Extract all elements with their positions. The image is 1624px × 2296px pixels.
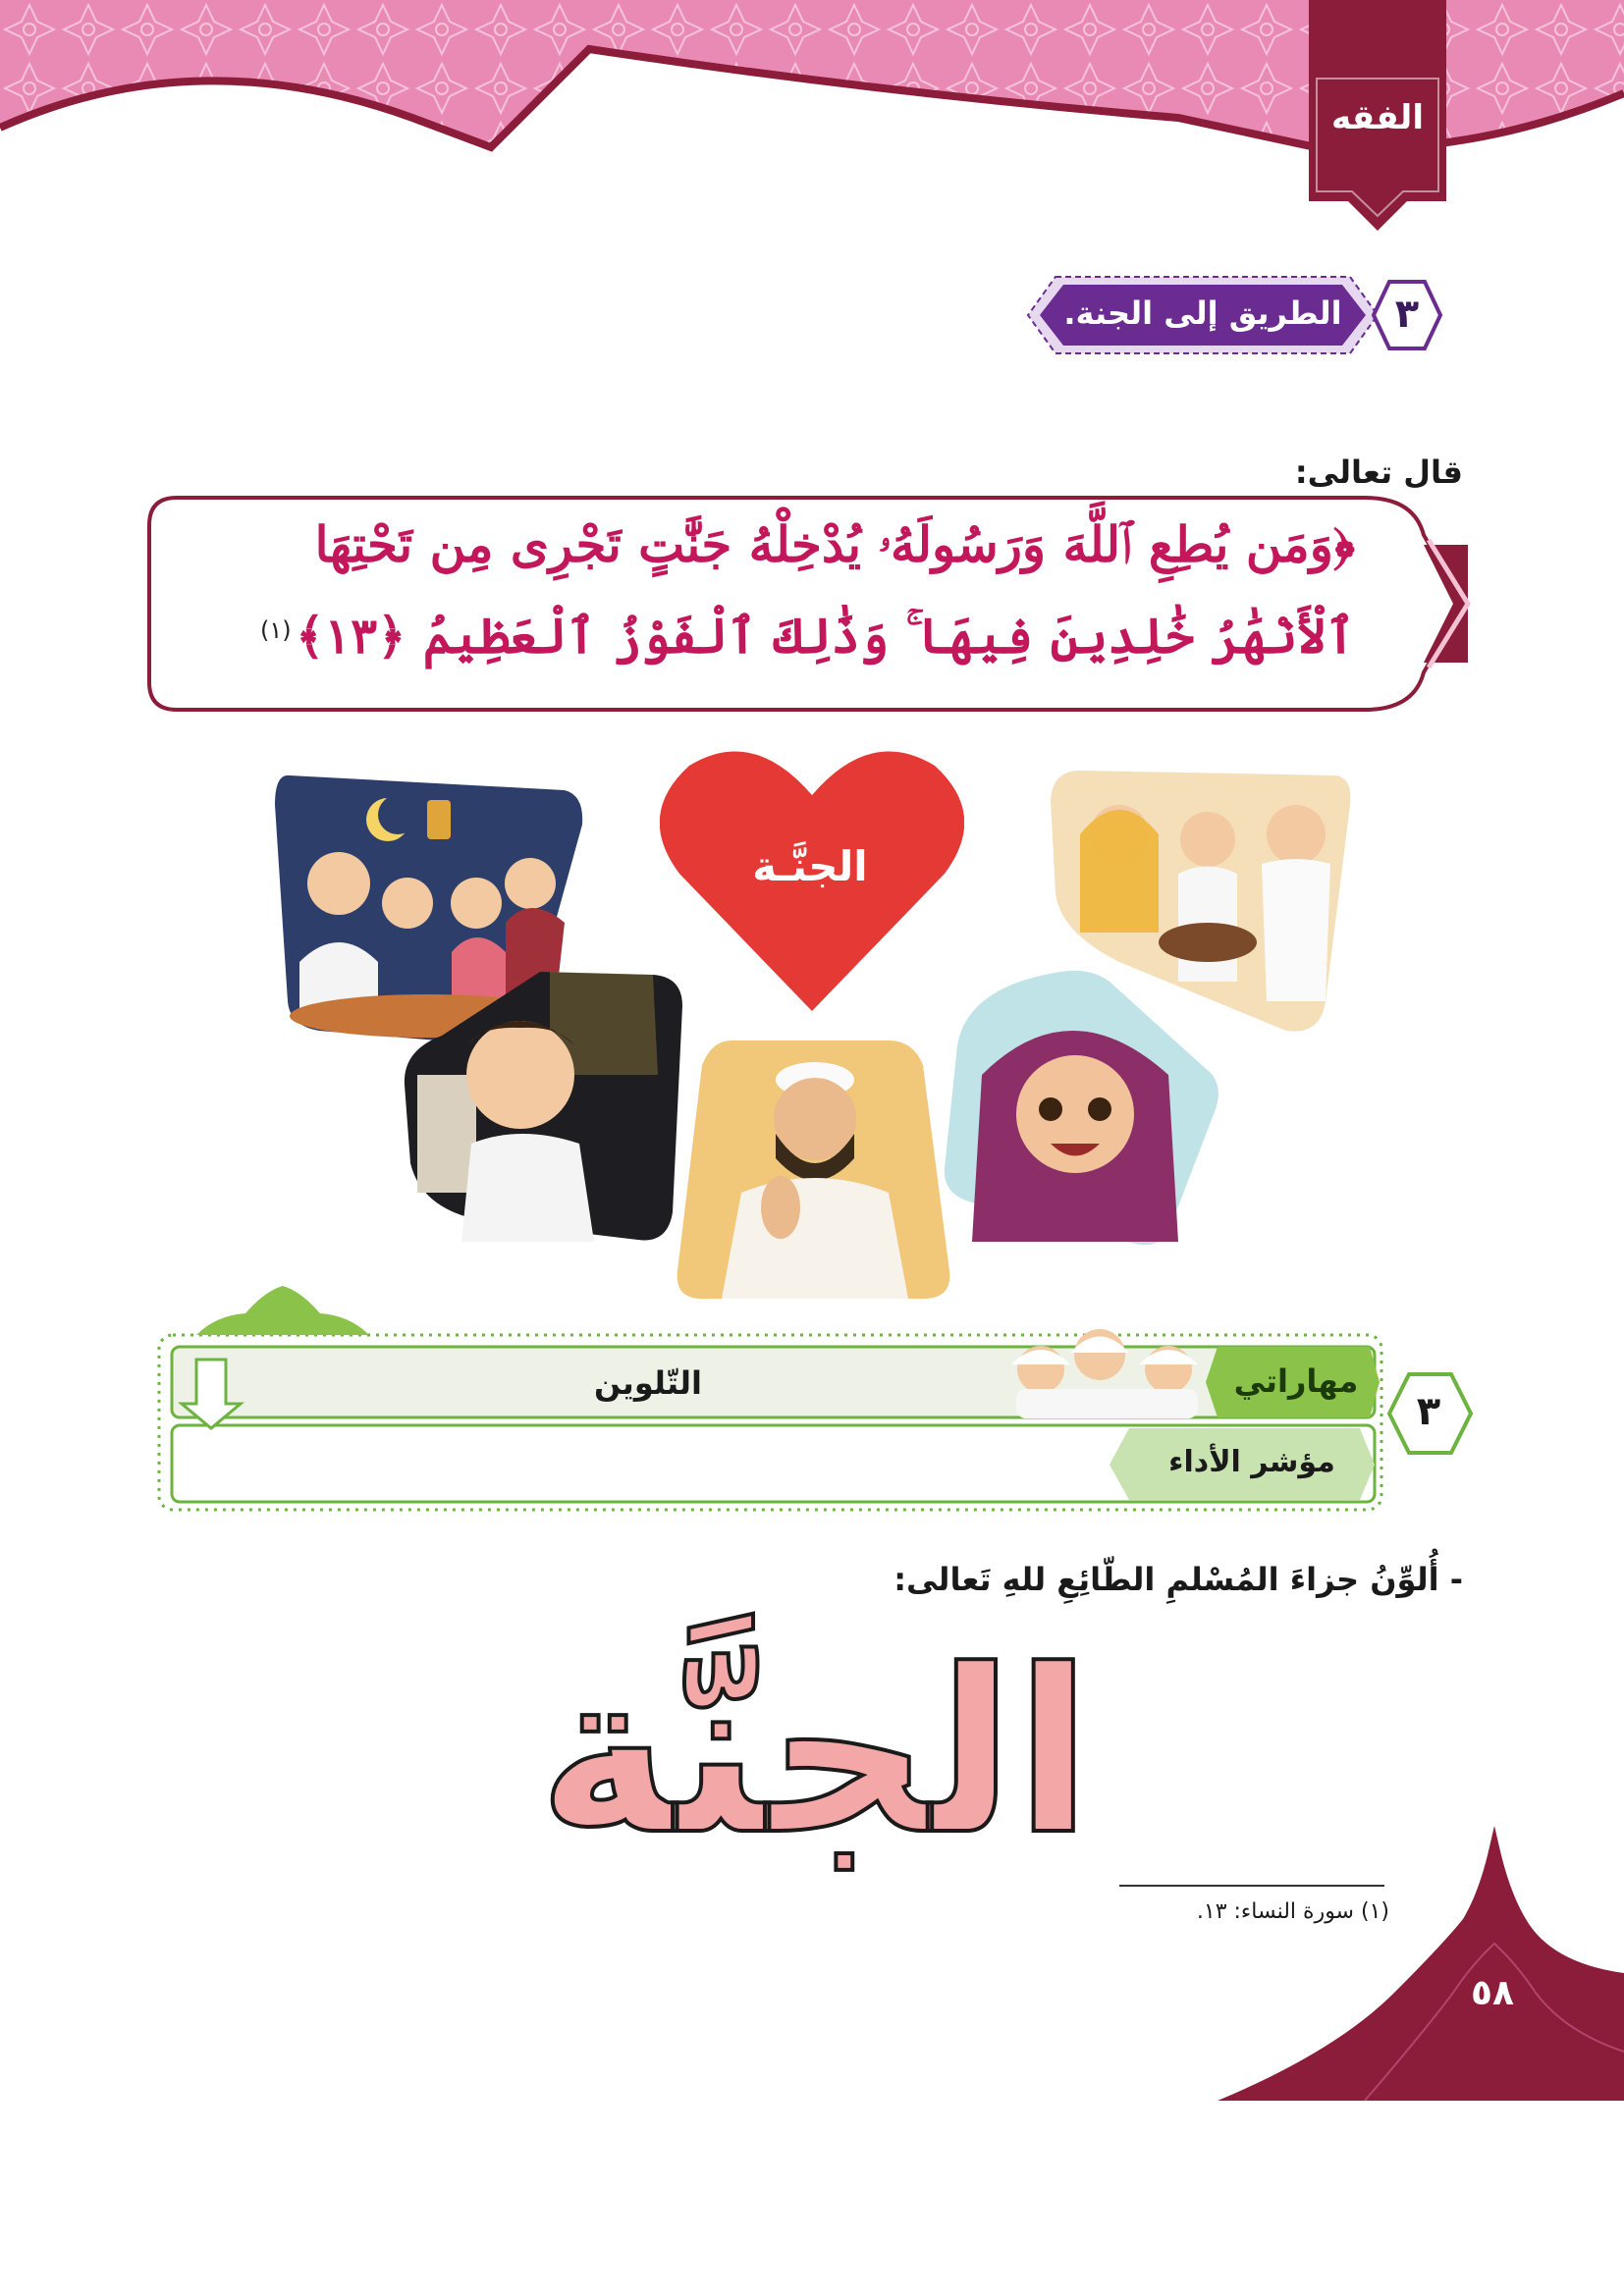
subject-label: الفقه (1331, 98, 1424, 137)
boy-kaaba-image (403, 967, 687, 1247)
girl-hijab-image (933, 967, 1222, 1247)
verse-footnote-marker: (١) (260, 616, 292, 644)
verse-line-1: ﴿وَمَن يُطِعِ ٱللَّهَ وَرَسُولَهُۥ يُدْخِلْهُ جَنَّٰتٍ تَجْرِى مِن تَحْتِهَا (314, 515, 1355, 573)
man-praying-image (673, 1036, 952, 1301)
colored-word-text: الجنَّة (537, 1623, 1093, 1885)
skills-frame (157, 1286, 1473, 1522)
performance-indicator-label: مؤشر الأداء (1168, 1445, 1335, 1479)
skills-label: مهاراتي (1233, 1362, 1359, 1400)
verse-line-2: ٱلْأَنْهَٰرُ خَٰلِدِينَ فِيهَا ۚ وَذَٰلِكَ ٱلْفَوْزُ ٱلْعَظِيمُ ﴿١٣﴾ (296, 607, 1355, 665)
colored-word (471, 1610, 1159, 1904)
skill-number: ٣ (1416, 1389, 1441, 1434)
heart-label: الجنَّـة (752, 842, 868, 890)
verse-intro: قال تعالى: (1294, 454, 1463, 491)
skill-name: التّلوين (594, 1364, 702, 1402)
lesson-number: ٣ (1394, 292, 1420, 337)
footnote: (١) سورة النساء: ١٣. (1196, 1899, 1389, 1924)
lesson-title: الطريق إلى الجنة. (1063, 294, 1342, 332)
children-mascot-image (1011, 1329, 1198, 1418)
activity-instruction: - أُلوِّنُ جزاءَ المُسْلمِ الطّائِعِ للهِ تَعالى: (893, 1561, 1463, 1598)
page-corner-dome (1218, 1826, 1624, 2101)
page-number: ٥٨ (1471, 1973, 1514, 2013)
